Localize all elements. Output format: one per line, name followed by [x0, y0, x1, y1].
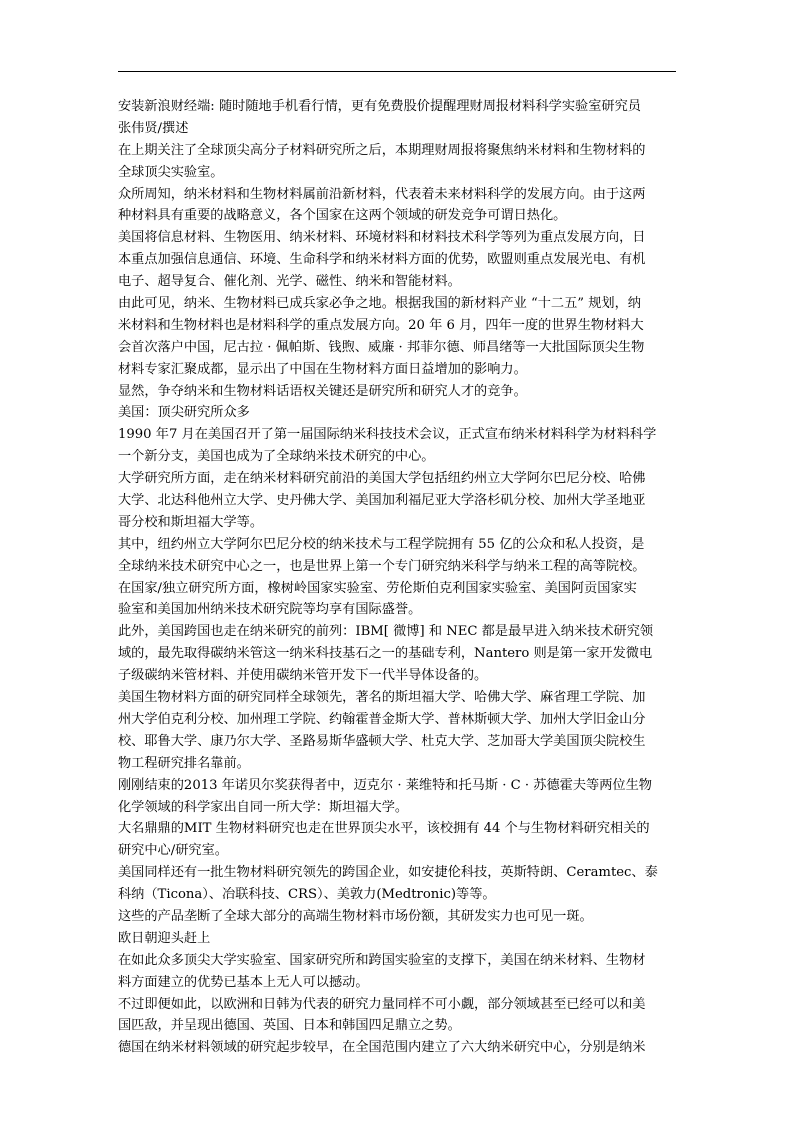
text-line: 国匹敌，并呈现出德国、英国、日本和韩国四足鼎立之势。: [118, 1018, 461, 1034]
text-line: 由此可见，纳米、生物材料已成兵家必争之地。根据我国的新材料产业 “十二五” 规划，纳: [118, 296, 641, 312]
text-line: 在上期关注了全球顶尖高分子材料研究所之后，本期理财周报将聚焦纳米材料和生物材料的: [118, 142, 646, 158]
text-line: 全球纳米技术研究中心之一，也是世界上第一个专门研究纳米科学与纳米工程的高等院校。: [118, 558, 646, 574]
text-line: 会首次落户中国，尼古拉 · 佩帕斯、钱煦、威廉 · 邦菲尔德、师昌绪等一大批国际顶尖生物: [118, 339, 645, 355]
text-line: 料方面建立的优势已基本上无人可以撼动。: [118, 974, 369, 990]
text-line: 1990 年7 月在美国召开了第一届国际纳米科技技术会议，正式宣布纳米材料科学为材料科学: [118, 427, 657, 443]
text-line: 材料专家汇聚成都，显示出了中国在生物材料方面日益增加的影响力。: [118, 361, 527, 377]
text-line: 电子、超导复合、催化剂、光学、磁性、纳米和智能材料。: [118, 274, 461, 290]
text-line: 显然，争夺纳米和生物材料话语权关键还是研究所和研究人才的竞争。: [118, 383, 527, 399]
text-line: 安装新浪财经端: 随时随地手机看行情，更有免费股价提醒理财周报材料科学实验室研究员: [118, 99, 641, 114]
text-line: 一个新分支，美国也成为了全球纳米技术研究的中心。: [118, 449, 435, 465]
text-line: 物工程研究排名靠前。: [118, 755, 250, 771]
text-line: 美国生物材料方面的研究同样全球领先，著名的斯坦福大学、哈佛大学、麻省理工学院、加: [118, 690, 646, 706]
text-line: 全球顶尖实验室。: [118, 164, 224, 180]
text-line: 此外，美国跨国也走在纳米研究的前列：IBM[ 微博] 和 NEC 都是最早进入纳米技术研究领: [118, 624, 654, 640]
text-line: 米材料和生物材料也是材料科学的重点发展方向。20 年 6 月，四年一度的世界生物材料大: [118, 317, 644, 333]
text-line: 张伟贤/撰述: [118, 120, 189, 136]
header-rule: [118, 71, 676, 72]
text-line: 众所周知，纳米材料和生物材料属前沿新材料，代表着未来材料科学的发展方向。由于这两: [118, 186, 646, 202]
text-line: 这些的产品垄断了全球大部分的高端生物材料市场份额，其研发实力也可见一斑。: [118, 908, 593, 924]
text-line: 子级碳纳米管材料、并使用碳纳米管开发下一代半导体设备的。: [118, 668, 488, 684]
text-line: 美国：顶尖研究所众多: [118, 405, 250, 421]
text-line: 验室和美国加州纳米技术研究院等均享有国际盛誉。: [118, 602, 422, 618]
text-line: 美国将信息材料、生物医用、纳米材料、环境材料和材料技术科学等列为重点发展方向，日: [118, 230, 646, 246]
text-line: 大名鼎鼎的MIT 生物材料研究也走在世界顶尖水平，该校拥有 44 个与生物材料研究相关的: [118, 821, 650, 837]
text-line: 大学、北达科他州立大学、史丹佛大学、美国加利福尼亚大学洛杉矶分校、加州大学圣地亚: [118, 493, 646, 509]
text-line: 欧日朝迎头赶上: [118, 930, 211, 946]
text-line: 研究中心/研究室。: [118, 843, 228, 859]
text-line: 种材料具有重要的战略意义，各个国家在这两个领域的研发竞争可谓日热化。: [118, 208, 567, 224]
text-line: 哥分校和斯坦福大学等。: [118, 514, 264, 530]
text-line: 州大学伯克利分校、加州理工学院、约翰霍普金斯大学、普林斯顿大学、加州大学旧金山分: [118, 711, 646, 727]
text-line: 化学领域的科学家出自同一所大学：斯坦福大学。: [118, 799, 409, 815]
text-line: 科纳（Ticona）、冶联科技、CRS）、美敦力(Medtronic)等等。: [118, 887, 496, 903]
text-line: 刚刚结束的2013 年诺贝尔奖获得者中，迈克尔 · 莱维特和托马斯 · C · 苏德霍夫等两位生物: [118, 777, 652, 793]
text-line: 域的，最先取得碳纳米管这一纳米科技基石之一的基础专利，Nantero 则是第一家开发微电: [118, 646, 653, 662]
article-body: [118, 96, 678, 1059]
text-line: 美国同样还有一批生物材料研究领先的跨国企业，如安捷伦科技，英斯特朗、Ceramtec、泰: [118, 865, 658, 881]
text-line: 德国在纳米材料领域的研究起步较早，在全国范围内建立了六大纳米研究中心，分别是纳米: [118, 1040, 646, 1056]
text-line: 本重点加强信息通信、环境、生命科学和纳米材料方面的优势，欧盟则重点发展光电、有机: [118, 252, 646, 268]
text-line: 校、耶鲁大学、康乃尔大学、圣路易斯华盛顿大学、杜克大学、芝加哥大学美国顶尖院校生: [118, 733, 646, 749]
text-line: 大学研究所方面，走在纳米材料研究前沿的美国大学包括纽约州立大学阿尔巴尼分校、哈佛: [118, 471, 646, 487]
text-line: 在如此众多顶尖大学实验室、国家研究所和跨国实验室的支撑下，美国在纳米材料、生物材: [118, 952, 646, 968]
text-line: 其中，纽约州立大学阿尔巴尼分校的纳米技术与工程学院拥有 55 亿的公众和私人投资，是: [118, 536, 645, 552]
text-line: 不过即便如此，以欧洲和日韩为代表的研究力量同样不可小觑，部分领域甚至已经可以和美: [118, 996, 646, 1012]
text-line: 在国家/独立研究所方面，橡树岭国家实验室、劳伦斯伯克利国家实验室、美国阿贡国家实: [118, 580, 637, 596]
